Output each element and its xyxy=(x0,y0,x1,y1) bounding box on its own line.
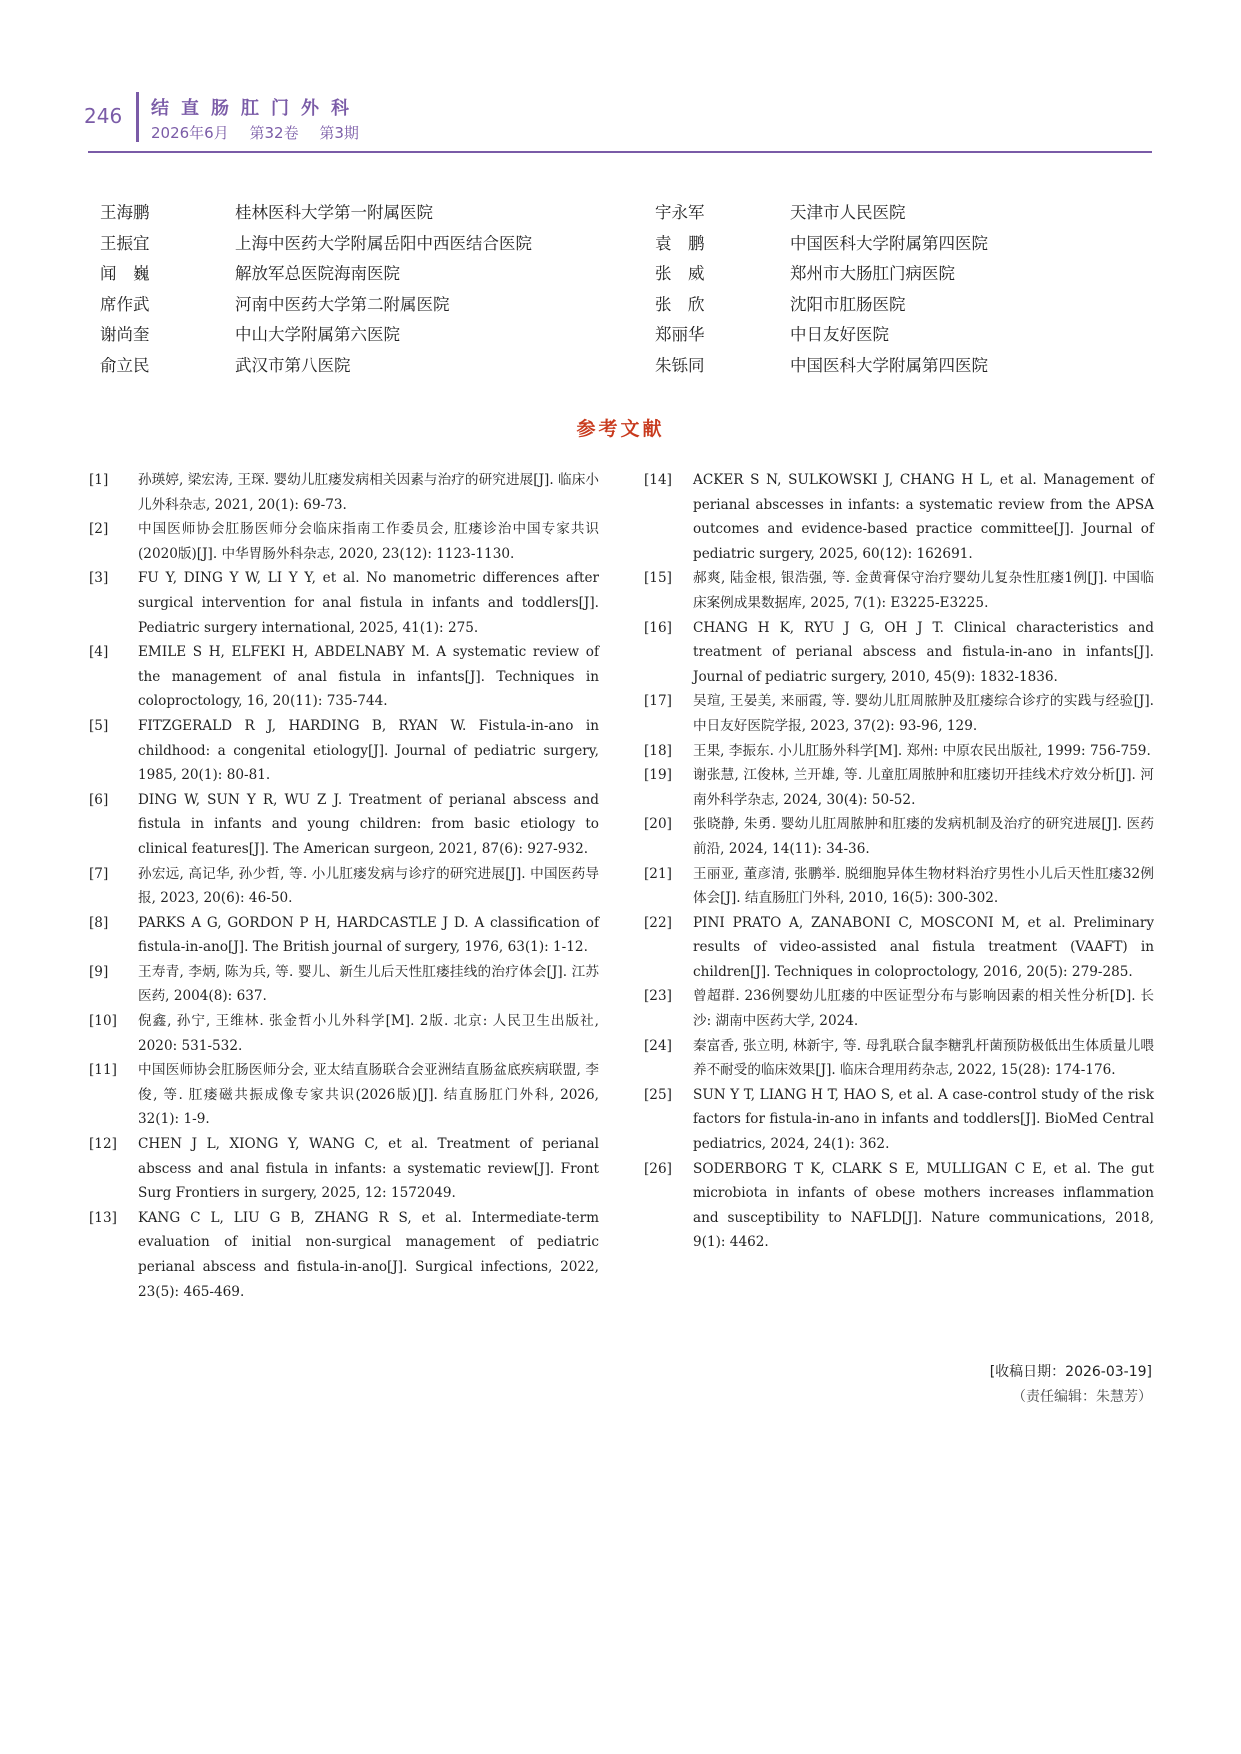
reference-number: [9] xyxy=(89,963,109,980)
reference-text: 王丽亚, 董彦清, 张鹏举. 脱细胞异体生物材料治疗男性小儿后天性肛瘘32例体会[J]. 结直肠肛门外科, 2010, 16(5): 300-302. xyxy=(693,865,1154,907)
member-organization: 桂林医科大学第一附属医院 xyxy=(235,203,433,223)
reference-item xyxy=(644,1083,1154,1157)
member-name: 席作武 xyxy=(100,294,150,314)
reference-text: DING W, SUN Y R, WU Z J. Treatment of perianal abscess and fistula in infants and young children: from basic etiology to clinical features[J]. The American surgeon, 2021, 87(6): 927-932. xyxy=(138,791,599,857)
reference-number: [19] xyxy=(644,767,672,784)
reference-item xyxy=(89,911,599,960)
reference-number: [13] xyxy=(89,1209,117,1226)
reference-number: [23] xyxy=(644,988,672,1005)
reference-number: [8] xyxy=(89,914,109,931)
member-list xyxy=(100,196,1060,379)
header-divider xyxy=(136,92,139,142)
reference-text: 中国医师协会肛肠医师分会临床指南工作委员会, 肛瘘诊治中国专家共识(2020版)[J]. 中华胃肠外科杂志, 2020, 23(12): 1123-1130. xyxy=(138,521,599,562)
member-name: 朱铄同 xyxy=(655,355,705,375)
reference-text: PARKS A G, GORDON P H, HARDCASTLE J D. A classification of fistula-in-ano[J]. The British journal of surgery, 1976, 63(1): 1-12. xyxy=(138,914,599,956)
reference-text: CHANG H K, RYU J G, OH J T. Clinical characteristics and treatment of perianal abscess and fistula-in-ano in infants[J]. Journal of pediatric surgery, 2010, 45(9): 1832-1836. xyxy=(693,619,1154,685)
reference-item xyxy=(89,1058,599,1132)
reference-number: [11] xyxy=(89,1062,117,1079)
member-name: 张 威 xyxy=(655,264,705,284)
member-organization: 沈阳市肛肠医院 xyxy=(790,294,906,314)
reference-number: [16] xyxy=(644,619,672,636)
reference-item xyxy=(644,911,1154,985)
reference-number: [14] xyxy=(644,472,672,488)
reference-item xyxy=(89,1132,599,1206)
member-name: 谢尚奎 xyxy=(100,325,150,345)
reference-text: FU Y, DING Y W, LI Y Y, et al. No manometric differences after surgical intervention for anal fistula in infants and toddlers[J]. Pediatric surgery international, 2025, 41(1): 275. xyxy=(138,570,599,636)
journal-issue-line xyxy=(151,122,375,143)
received-date: [收稿日期：2026-03-19] xyxy=(989,1364,1152,1380)
reference-text: EMILE S H, ELFEKI H, ABDELNABY M. A systematic review of the management of anal fistula in infants[J]. Techniques in coloproctology, 16, 20(11): 735-744. xyxy=(138,644,599,710)
member-name: 袁 鹏 xyxy=(655,233,705,253)
reference-text: 谢张慧, 江俊林, 兰开雄, 等. 儿童肛周脓肿和肛瘘切开挂线术疗效分析[J]. 河南外科学杂志, 2024, 30(4): 50-52. xyxy=(693,767,1154,808)
reference-text: 孙宏远, 高记华, 孙少哲, 等. 小儿肛瘘发病与诊疗的研究进展[J]. 中国医药导报, 2023, 20(6): 46-50. xyxy=(138,865,599,907)
reference-number: [15] xyxy=(644,570,672,587)
reference-text: KANG C L, LIU G B, ZHANG R S, et al. Intermediate-term evaluation of initial non-surgical management of pediatric perianal abscess and fistula-in-ano[J]. Surgical infections, 2022, 23(5): 465-469. xyxy=(138,1209,599,1300)
reference-item xyxy=(644,566,1154,615)
reference-text: 中国医师协会肛肠医师分会, 亚太结直肠联合会亚洲结直肠盆底疾病联盟, 李俊, 等. 肛瘘磁共振成像专家共识(2026版)[J]. 结直肠肛门外科, 2026, 32(1): 1-9. xyxy=(138,1062,599,1128)
reference-item xyxy=(644,616,1154,690)
member-organization: 郑州市大肠肛门病医院 xyxy=(790,264,955,284)
issue-date: 2026年6月 xyxy=(151,124,229,142)
reference-text: 吴瑄, 王晏美, 来丽霞, 等. 婴幼儿肛周脓肿及肛瘘综合诊疗的实践与经验[J]. 中日友好医院学报, 2023, 37(2): 93-96, 129. xyxy=(693,693,1154,734)
member-name: 闻 巍 xyxy=(100,264,150,284)
member-row xyxy=(100,349,1060,380)
member-organization: 中日友好医院 xyxy=(790,325,889,345)
reference-text: 倪鑫, 孙宁, 王维林. 张金哲小儿外科学[M]. 2版. 北京: 人民卫生出版社, 2020: 531-532. xyxy=(138,1013,599,1054)
reference-number: [7] xyxy=(89,865,109,882)
member-name: 宇永军 xyxy=(655,203,705,223)
reference-item xyxy=(89,1009,599,1058)
reference-item xyxy=(644,812,1154,861)
reference-item xyxy=(644,763,1154,812)
member-name: 王海鹏 xyxy=(100,203,150,223)
reference-text: ACKER S N, SULKOWSKI J, CHANG H L, et al. Management of perianal abscesses in infants: a systematic review from the APSA outcomes and evidence-based practice committee[J]. Journal of pediatric surgery, 2025, 60(12): 162691. xyxy=(693,472,1154,562)
member-organization: 中国医科大学附属第四医院 xyxy=(790,355,988,375)
journal-name: 结直肠肛门外科 xyxy=(151,98,361,119)
responsible-editor: （责任编辑：朱慧芳） xyxy=(1012,1389,1152,1405)
reference-number: [25] xyxy=(644,1086,672,1103)
member-row xyxy=(100,196,1060,227)
reference-text: 曾超群. 236例婴幼儿肛瘘的中医证型分布与影响因素的相关性分析[D]. 长沙: 湖南中医药大学, 2024. xyxy=(693,988,1154,1030)
reference-number: [5] xyxy=(89,717,109,734)
reference-number: [10] xyxy=(89,1013,117,1030)
reference-item xyxy=(89,1206,599,1304)
references-title: 参考文献 xyxy=(576,418,665,440)
page-number: 246 xyxy=(84,104,123,128)
reference-number: [3] xyxy=(89,570,109,587)
reference-item xyxy=(644,739,1154,764)
member-organization: 上海中医药大学附属岳阳中西医结合医院 xyxy=(235,233,532,253)
reference-item xyxy=(89,960,599,1009)
reference-text: 王寿青, 李炳, 陈为兵, 等. 婴儿、新生儿后天性肛瘘挂线的治疗体会[J]. 江苏医药, 2004(8): 637. xyxy=(138,963,599,1005)
reference-number: [4] xyxy=(89,644,109,661)
member-organization: 中山大学附属第六医院 xyxy=(235,325,400,345)
reference-number: [26] xyxy=(644,1160,672,1177)
reference-item xyxy=(644,1034,1154,1083)
member-name: 郑丽华 xyxy=(655,325,705,345)
reference-item xyxy=(89,714,599,788)
references-right-column xyxy=(644,468,1154,1255)
member-name: 俞立民 xyxy=(100,355,150,375)
reference-item xyxy=(89,862,599,911)
reference-text: PINI PRATO A, ZANABONI C, MOSCONI M, et al. Preliminary results of video-assisted anal fistula treatment (VAAFT) in children[J]. Techniques in coloproctology, 2016, 20(5): 279-285. xyxy=(693,914,1154,980)
reference-text: 秦富香, 张立明, 林新宇, 等. 母乳联合鼠李糖乳杆菌预防极低出生体质量儿喂养不耐受的临床效果[J]. 临床合理用药杂志, 2022, 15(28): 174-176. xyxy=(693,1037,1154,1079)
member-row xyxy=(100,227,1060,258)
reference-item xyxy=(89,566,599,640)
issue-volume: 第32卷 xyxy=(249,124,299,142)
header-rule xyxy=(88,151,1152,153)
reference-number: [22] xyxy=(644,914,672,931)
member-row xyxy=(100,318,1060,349)
member-row xyxy=(100,257,1060,288)
reference-item xyxy=(644,862,1154,911)
reference-number: [6] xyxy=(89,791,109,808)
reference-item xyxy=(644,984,1154,1033)
reference-number: [21] xyxy=(644,865,672,882)
reference-number: [24] xyxy=(644,1037,672,1054)
reference-item xyxy=(89,468,599,517)
member-name: 王振宜 xyxy=(100,233,150,253)
reference-text: SUN Y T, LIANG H T, HAO S, et al. A case-control study of the risk factors for fistula-in-ano in infants and toddlers[J]. BioMed Central pediatrics, 2024, 24(1): 362. xyxy=(693,1086,1154,1153)
reference-number: [20] xyxy=(644,816,672,833)
member-organization: 中国医科大学附属第四医院 xyxy=(790,233,988,253)
reference-text: 郝爽, 陆金根, 银浩强, 等. 金黄膏保守治疗婴幼儿复杂性肛瘘1例[J]. 中国临床案例成果数据库, 2025, 7(1): E3225-E3225. xyxy=(693,570,1154,611)
reference-item xyxy=(644,468,1154,566)
issue-number: 第3期 xyxy=(319,124,359,142)
member-organization: 天津市人民医院 xyxy=(790,203,906,223)
reference-text: SODERBORG T K, CLARK S E, MULLIGAN C E, et al. The gut microbiota in infants of obese mothers increases inflammation and susceptibility to NAFLD[J]. Nature communications, 2018, 9(1): 4462. xyxy=(693,1160,1154,1251)
reference-number: [12] xyxy=(89,1136,117,1153)
reference-item xyxy=(644,1157,1154,1255)
reference-text: CHEN J L, XIONG Y, WANG C, et al. Treatment of perianal abscess and anal fistula in infants: a systematic review[J]. Front Surg Frontiers in surgery, 2025, 12: 1572049. xyxy=(138,1136,599,1202)
reference-number: [2] xyxy=(89,521,109,538)
member-name: 张 欣 xyxy=(655,294,705,314)
reference-item xyxy=(644,689,1154,738)
reference-text: 张晓静, 朱勇. 婴幼儿肛周脓肿和肛瘘的发病机制及治疗的研究进展[J]. 医药前沿, 2024, 14(11): 34-36. xyxy=(693,816,1154,857)
references-left-column xyxy=(89,468,599,1304)
reference-number: [1] xyxy=(89,472,109,488)
member-organization: 武汉市第八医院 xyxy=(235,355,351,375)
reference-number: [18] xyxy=(644,742,672,759)
reference-item xyxy=(89,517,599,566)
reference-number: [17] xyxy=(644,693,672,710)
reference-item xyxy=(89,788,599,862)
member-row xyxy=(100,288,1060,319)
reference-item xyxy=(89,640,599,714)
reference-text: 孙瑛婷, 梁宏涛, 王琛. 婴幼儿肛瘘发病相关因素与治疗的研究进展[J]. 临床小儿外科杂志, 2021, 20(1): 69-73. xyxy=(138,472,599,513)
reference-text: 王果, 李振东. 小儿肛肠外科学[M]. 郑州: 中原农民出版社, 1999: 756-759. xyxy=(693,742,1151,759)
member-organization: 河南中医药大学第二附属医院 xyxy=(235,294,450,314)
member-organization: 解放军总医院海南医院 xyxy=(235,264,400,284)
reference-text: FITZGERALD R J, HARDING B, RYAN W. Fistula-in-ano in childhood: a congenital etiology[J]. Journal of pediatric surgery, 1985, 20(1): 80-81. xyxy=(138,717,599,784)
